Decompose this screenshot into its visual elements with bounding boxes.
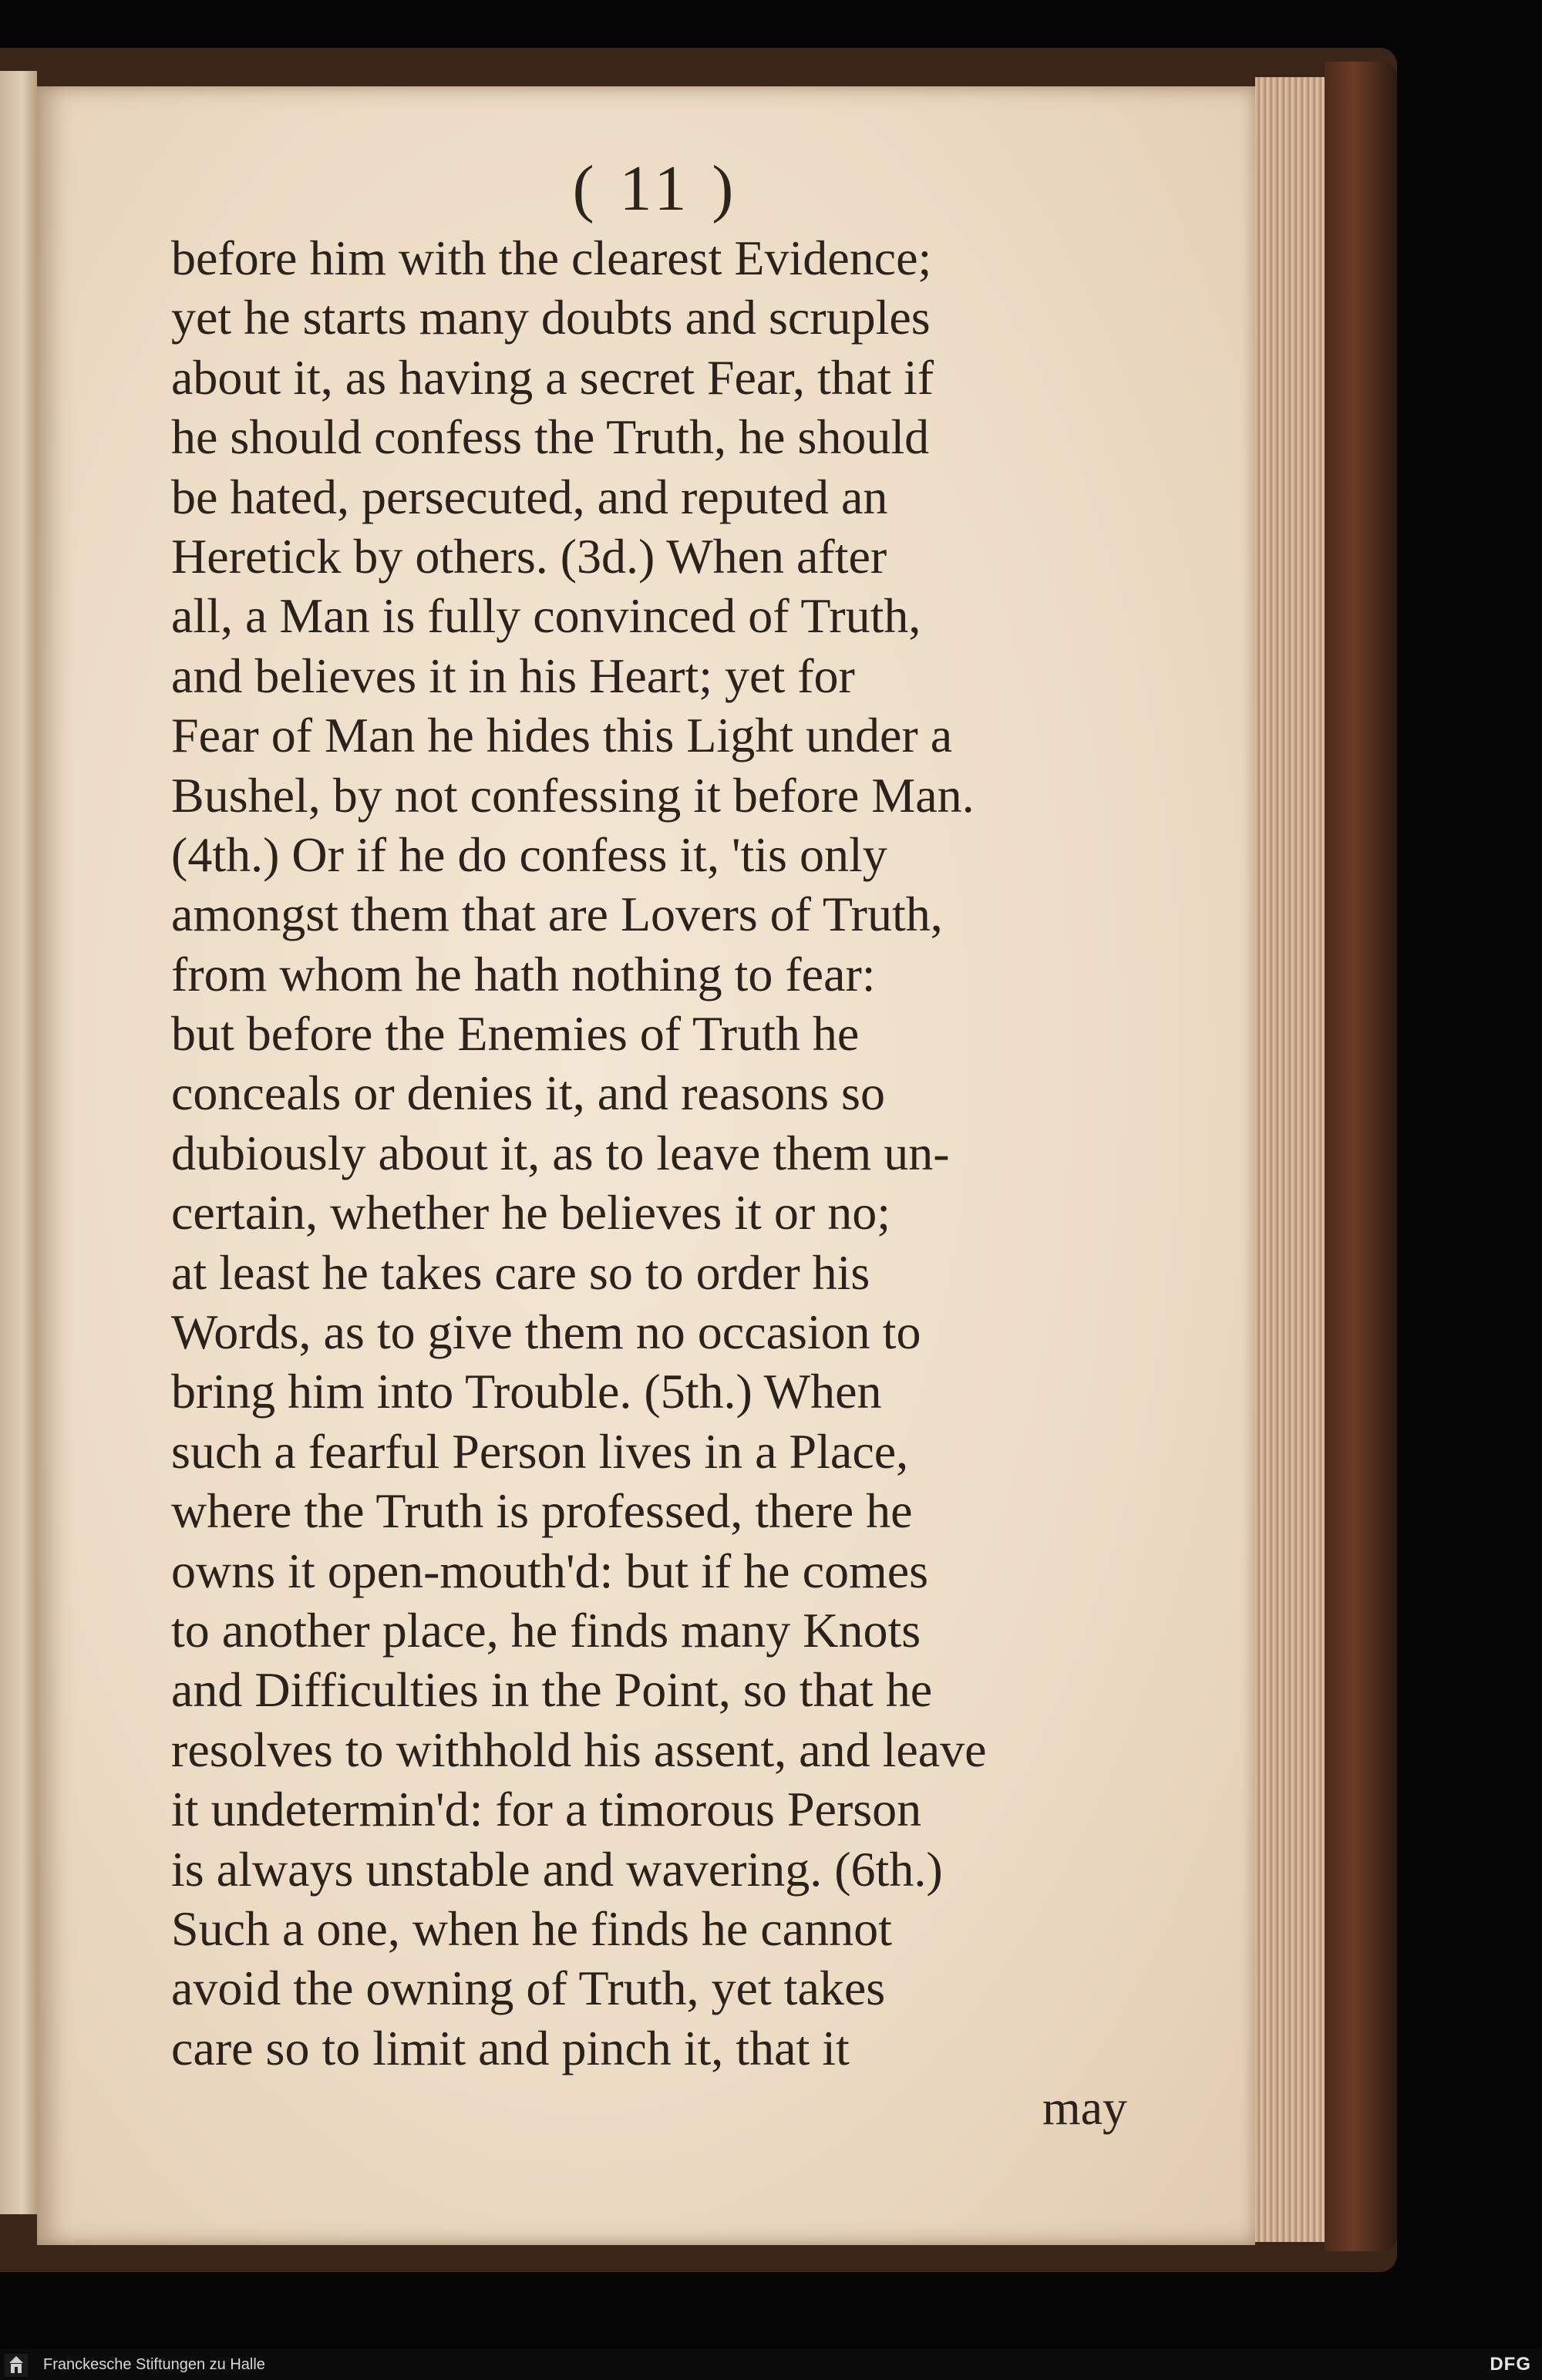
text-line: dubiously about it, as to leave them un- <box>171 1125 950 1180</box>
text-line: it undetermin'd: for a timorous Person <box>171 1782 922 1837</box>
text-line: before him with the clearest Evidence; <box>171 231 932 285</box>
text-line: where the Truth is professed, there he <box>171 1483 913 1539</box>
text-line: and Difficulties in the Point, so that he <box>171 1662 933 1718</box>
text-line: but before the Enemies of Truth he <box>171 1006 860 1062</box>
institution-name: Franckesche Stiftungen zu Halle <box>43 2356 265 2373</box>
book-cover-edge <box>1325 62 1397 2251</box>
catchword: may <box>1042 2080 1127 2136</box>
text-line: conceals or denies it, and reasons so <box>171 1065 885 1121</box>
text-line: is always unstable and wavering. (6th.) <box>171 1841 943 1897</box>
text-line: Heretick by others. (3d.) When after <box>171 528 887 584</box>
text-line: Such a one, when he finds he cannot <box>171 1900 892 1956</box>
text-line: yet he starts many doubts and scruples <box>171 290 931 345</box>
text-line: all, a Man is fully convinced of Truth, <box>171 588 921 644</box>
text-line: be hated, persecuted, and reputed an <box>171 469 888 524</box>
page-text <box>171 228 1127 2138</box>
text-line: bring him into Trouble. (5th.) When <box>171 1364 882 1419</box>
text-line: such a fearful Person lives in a Place, <box>171 1423 909 1479</box>
page-edges <box>1255 77 1325 2242</box>
text-line: owns it open-mouth'd: but if he comes <box>171 1543 929 1598</box>
text-line: avoid the owning of Truth, yet takes <box>171 1961 886 2016</box>
text-line: Bushel, by not confessing it before Man. <box>171 767 975 823</box>
footer-bar <box>0 2349 1542 2380</box>
left-page-edge <box>0 71 37 2214</box>
text-line: he should confess the Truth, he should <box>171 409 930 465</box>
text-line: about it, as having a secret Fear, that if <box>171 349 934 405</box>
text-line: from whom he hath nothing to fear: <box>171 946 876 1001</box>
text-line: and believes it in his Heart; yet for <box>171 648 855 703</box>
text-line: Fear of Man he hides this Light under a <box>171 708 953 763</box>
text-line: to another place, he finds many Knots <box>171 1602 921 1658</box>
text-line: care so to limit and pinch it, that it <box>171 2020 850 2075</box>
page-number: ( 11 ) <box>572 153 739 224</box>
text-line: amongst them that are Lovers of Truth, <box>171 887 943 942</box>
text-line: certain, whether he believes it or no; <box>171 1185 891 1240</box>
text-line: resolves to withhold his assent, and leave <box>171 1722 987 1777</box>
text-line: Words, as to give them no occasion to <box>171 1304 921 1360</box>
dfg-logo: DFG <box>1490 2354 1531 2375</box>
institution-logo-icon <box>5 2354 28 2377</box>
text-line: at least he takes care so to order his <box>171 1244 870 1300</box>
text-line: (4th.) Or if he do confess it, 'tis only <box>171 826 887 882</box>
